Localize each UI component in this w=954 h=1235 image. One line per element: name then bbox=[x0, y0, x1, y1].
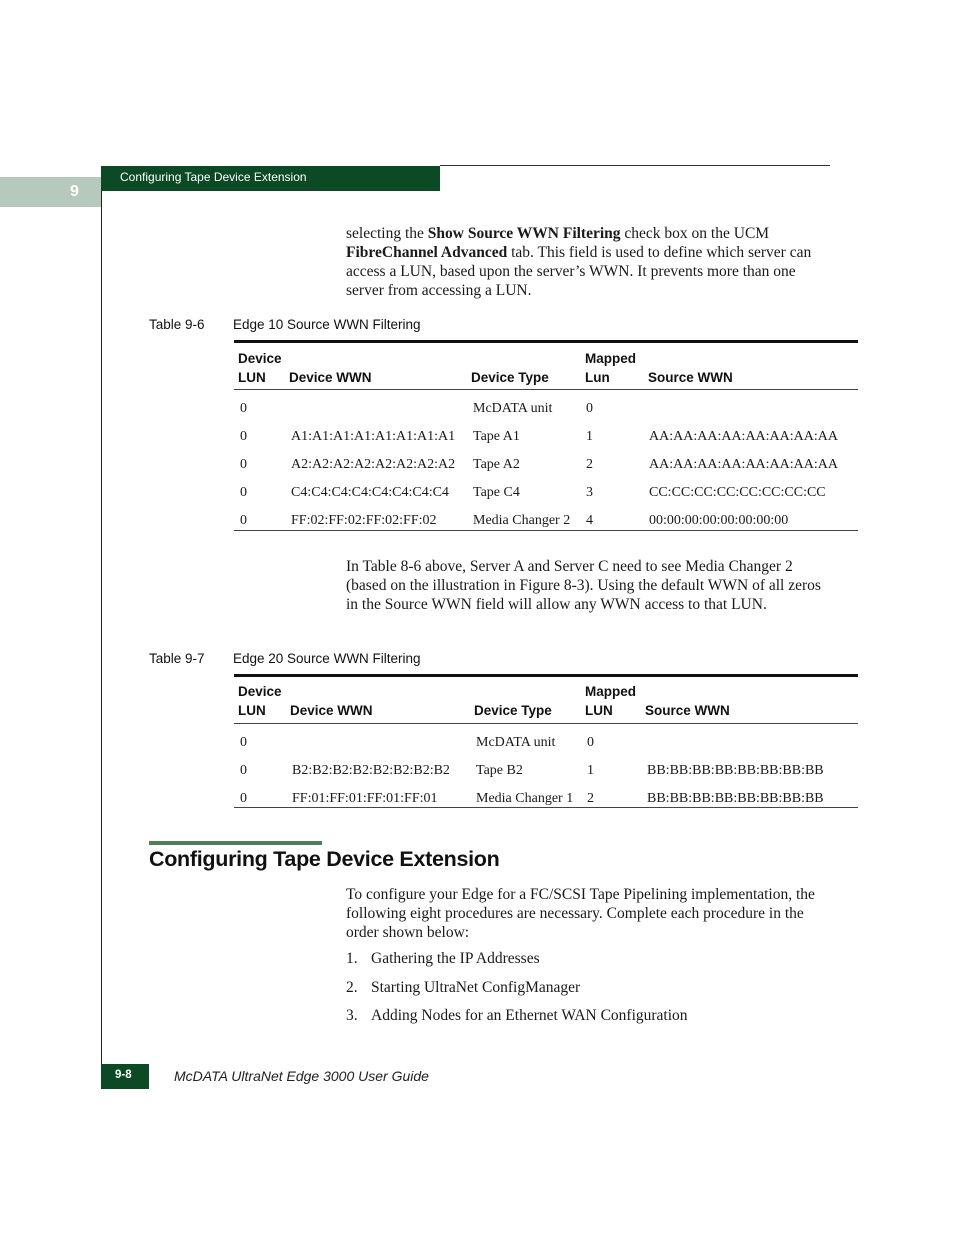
cell-device-type: McDATA unit bbox=[476, 735, 556, 750]
col-header-mapped-lun bbox=[585, 349, 636, 387]
chapter-tab bbox=[0, 177, 101, 207]
table-header-rule bbox=[234, 389, 858, 390]
col-header-lun bbox=[238, 682, 282, 720]
list-item-text: Adding Nodes for an Ethernet WAN Configuration bbox=[371, 1007, 688, 1024]
table-bottom-rule bbox=[234, 530, 858, 531]
cell-lun: 0 bbox=[240, 513, 247, 528]
cell-mapped-lun: 1 bbox=[587, 763, 594, 778]
header-rule bbox=[440, 165, 830, 166]
cell-device-type: Tape C4 bbox=[473, 485, 520, 500]
section-intro-paragraph: To configure your Edge for a FC/SCSI Tape Pipelining implementation, the following eight procedures are necessary. Complete each procedure in the order shown below: bbox=[346, 886, 815, 941]
table-bottom-rule bbox=[234, 807, 858, 808]
cell-mapped-lun: 4 bbox=[586, 513, 593, 528]
list-item bbox=[346, 950, 540, 968]
col-header-lun bbox=[238, 349, 282, 387]
cell-device-type: Tape A1 bbox=[473, 429, 520, 444]
col-header-mapped-bottom: LUN bbox=[585, 703, 613, 718]
cell-lun: 0 bbox=[240, 401, 247, 416]
col-header-device-type: Device Type bbox=[471, 370, 549, 385]
col-header-device-type: Device Type bbox=[474, 703, 552, 718]
table-header-rule bbox=[234, 723, 858, 724]
intro-bold-1: Show Source WWN Filtering bbox=[427, 225, 621, 242]
list-item-text: Gathering the IP Addresses bbox=[371, 950, 540, 967]
intro-text-2: check box on the UCM bbox=[620, 225, 770, 242]
footer-book-title: McDATA UltraNet Edge 3000 User Guide bbox=[174, 1068, 429, 1084]
list-item-number: 3. bbox=[346, 1007, 358, 1024]
table-caption bbox=[149, 317, 421, 332]
section-title: Configuring Tape Device Extension bbox=[149, 847, 500, 871]
table-caption-title: Edge 20 Source WWN Filtering bbox=[233, 651, 421, 666]
cell-device-wwn: C4:C4:C4:C4:C4:C4:C4:C4 bbox=[291, 485, 449, 500]
table-note-paragraph: In Table 8-6 above, Server A and Server C need to see Media Changer 2 (based on the illustration in Figure 8-3). Using the default WWN of all zeros in the Source WWN field will allow any WWN access to that LUN. bbox=[346, 558, 821, 613]
table-caption-number: Table 9-6 bbox=[149, 317, 205, 332]
col-header-mapped-bottom: Lun bbox=[585, 370, 610, 385]
cell-source-wwn: AA:AA:AA:AA:AA:AA:AA:AA bbox=[649, 457, 838, 472]
col-header-source-wwn: Source WWN bbox=[645, 703, 730, 718]
table-top-rule bbox=[234, 340, 858, 343]
cell-device-wwn: FF:01:FF:01:FF:01:FF:01 bbox=[292, 791, 438, 806]
cell-device-type: McDATA unit bbox=[473, 401, 553, 416]
cell-device-type: Media Changer 2 bbox=[473, 513, 571, 528]
cell-lun: 0 bbox=[240, 457, 247, 472]
cell-mapped-lun: 1 bbox=[586, 429, 593, 444]
section-heading-bar bbox=[149, 841, 322, 845]
cell-mapped-lun: 0 bbox=[587, 735, 594, 750]
table-caption-title: Edge 10 Source WWN Filtering bbox=[233, 317, 421, 332]
cell-source-wwn: 00:00:00:00:00:00:00:00 bbox=[649, 513, 789, 528]
table-caption-number: Table 9-7 bbox=[149, 651, 205, 666]
left-margin-rule bbox=[101, 191, 102, 1089]
cell-device-wwn: B2:B2:B2:B2:B2:B2:B2:B2 bbox=[292, 763, 450, 778]
cell-device-wwn: FF:02:FF:02:FF:02:FF:02 bbox=[291, 513, 437, 528]
col-header-mapped-top: Mapped bbox=[585, 684, 637, 699]
cell-lun: 0 bbox=[240, 429, 247, 444]
col-header-lun-top: Device bbox=[238, 684, 282, 699]
cell-source-wwn: BB:BB:BB:BB:BB:BB:BB:BB bbox=[647, 791, 824, 806]
cell-mapped-lun: 2 bbox=[587, 791, 594, 806]
col-header-lun-bottom: LUN bbox=[238, 370, 266, 385]
cell-mapped-lun: 2 bbox=[586, 457, 593, 472]
cell-source-wwn: CC:CC:CC:CC:CC:CC:CC:CC bbox=[649, 485, 826, 500]
cell-device-type: Tape B2 bbox=[476, 763, 523, 778]
col-header-device-wwn: Device WWN bbox=[289, 370, 372, 385]
list-item-text: Starting UltraNet ConfigManager bbox=[371, 979, 581, 996]
intro-text-3: tab. This field is used to define which server can access a LUN, based upon the server’s WWN. It prevents more than one server from accessing a LUN. bbox=[346, 244, 812, 299]
cell-mapped-lun: 3 bbox=[586, 485, 593, 500]
cell-lun: 0 bbox=[240, 485, 247, 500]
cell-lun: 0 bbox=[240, 735, 247, 750]
table-top-rule bbox=[234, 674, 858, 677]
cell-device-type: Tape A2 bbox=[473, 457, 520, 472]
cell-source-wwn: BB:BB:BB:BB:BB:BB:BB:BB bbox=[647, 763, 824, 778]
intro-bold-2: FibreChannel Advanced bbox=[346, 244, 508, 261]
cell-device-wwn: A1:A1:A1:A1:A1:A1:A1:A1 bbox=[291, 429, 456, 444]
col-header-lun-bottom: LUN bbox=[238, 703, 266, 718]
list-item bbox=[346, 979, 580, 997]
intro-paragraph bbox=[346, 224, 826, 300]
table-caption bbox=[149, 651, 421, 666]
page-number: 9-8 bbox=[115, 1069, 132, 1081]
list-item bbox=[346, 1007, 688, 1025]
col-header-mapped-top: Mapped bbox=[585, 351, 637, 366]
cell-lun: 0 bbox=[240, 763, 247, 778]
cell-lun: 0 bbox=[240, 791, 247, 806]
cell-mapped-lun: 0 bbox=[586, 401, 593, 416]
intro-text-1: selecting the bbox=[346, 225, 428, 242]
col-header-device-wwn: Device WWN bbox=[290, 703, 373, 718]
cell-source-wwn: AA:AA:AA:AA:AA:AA:AA:AA bbox=[649, 429, 838, 444]
col-header-lun-top: Device bbox=[238, 351, 282, 366]
cell-device-type: Media Changer 1 bbox=[476, 791, 574, 806]
chapter-number: 9 bbox=[70, 183, 79, 200]
running-header-title: Configuring Tape Device Extension bbox=[120, 170, 307, 184]
col-header-mapped-lun bbox=[585, 682, 636, 720]
list-item-number: 1. bbox=[346, 950, 358, 967]
list-item-number: 2. bbox=[346, 979, 358, 996]
cell-device-wwn: A2:A2:A2:A2:A2:A2:A2:A2 bbox=[291, 457, 456, 472]
col-header-source-wwn: Source WWN bbox=[648, 370, 733, 385]
